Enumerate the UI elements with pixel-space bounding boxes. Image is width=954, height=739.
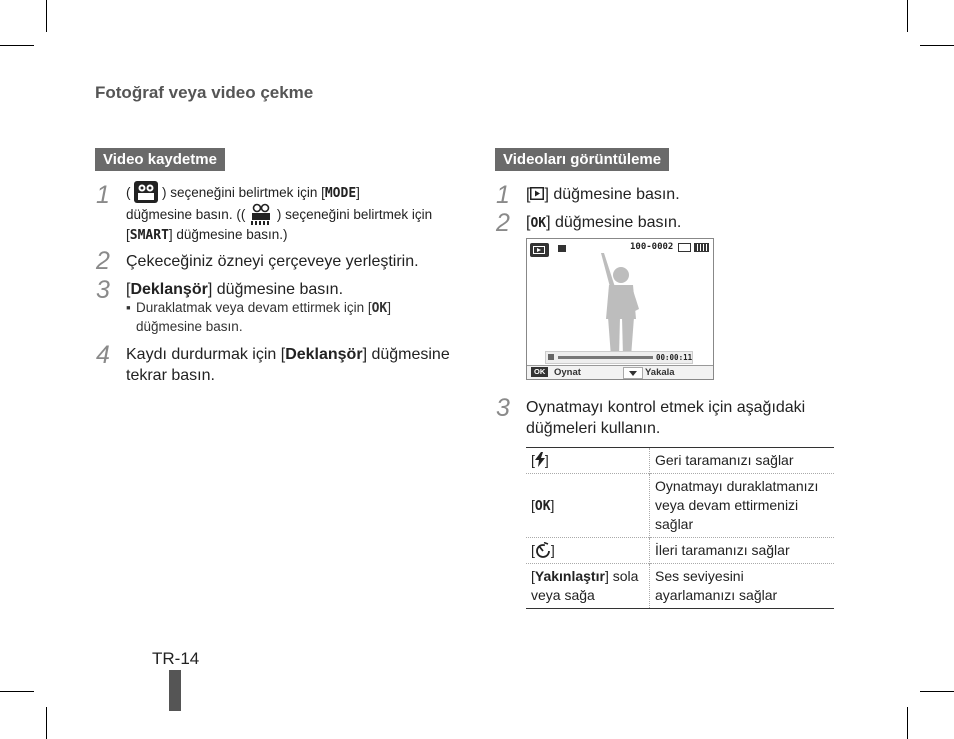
progress-bar [558,356,653,359]
memory-card-icon [678,243,691,252]
step-2-text: Çekeceğiniz özneyi çerçeveye yerleştirin. [126,253,419,270]
playback-time: 00:00:11 [656,353,693,362]
play-mode-icon [530,243,549,257]
screen-button-bar [527,365,713,379]
right-step-3-text: Oynatmayı kontrol etmek için aşağıdaki düğmeleri kullanın. [526,399,806,437]
page-tab-marker [169,670,181,711]
step-number: 1 [496,181,510,209]
step-3-text: [Deklanşör] düğmesine basın. [126,281,344,298]
crop-mark [46,707,47,739]
progress-panel [545,351,693,364]
movie-icon [558,245,566,252]
timer-icon [535,542,551,558]
video-camera-icon [134,181,158,203]
step-3-bullet: ▪ Duraklatmak veya devam ettirmek için [OK] düğmesine basın. [126,300,391,334]
step-number: 1 [96,181,110,209]
capture-label: Yakala [645,367,675,378]
page-number: TR-14 [152,649,200,668]
step-1-text: ( ) seçeneğini belirtmek için [MODE] düğmesine basın. (( ) seçeneğini belirtmek için [SMART] düğmesine basın.) [126,181,466,245]
crop-mark [0,45,34,46]
step-4-text: Kaydı durdurmak için [Deklanşör] düğmesine tekrar basın. [126,346,450,384]
playback-controls-table [526,447,834,609]
crop-mark [0,691,34,692]
person-silhouette-icon [591,253,651,363]
section-title-video-view: Videoları görüntüleme [495,148,669,171]
table-row: [OK] Oynatmayı duraklatmanızı veya devam ettirmenizi sağlar [526,474,834,538]
table-row: [Yakınlaştır] sola veya sağa Ses seviyesini ayarlamanızı sağlar [526,564,834,609]
section-title-video-record: Video kaydetme [95,148,225,171]
crop-mark [920,45,954,46]
page-header-title: Fotoğraf veya video çekme [95,83,314,102]
battery-icon [694,243,709,252]
flash-icon [535,452,545,468]
step-number: 3 [96,276,110,304]
right-step-2-text: [OK] düğmesine basın. [526,214,682,231]
table-row: [ ] İleri taramanızı sağlar [526,538,834,564]
down-arrow-icon [623,367,643,379]
step-number: 2 [496,209,510,237]
smart-movie-icon [249,203,273,225]
play-label: Oynat [554,367,581,378]
crop-mark [46,0,47,32]
step-number: 4 [96,341,110,369]
table-row: [ ] Geri taramanızı sağlar [526,448,834,474]
file-counter: 100-0002 [630,242,674,252]
playback-icon [530,186,544,203]
crop-mark [907,707,908,739]
stop-icon [548,354,554,360]
crop-mark [920,691,954,692]
right-step-1-text: [ ] düğmesine basın. [526,186,680,203]
crop-mark [907,0,908,32]
step-number: 2 [96,247,110,275]
camera-playback-screen [526,238,714,380]
ok-key-label: OK [531,367,548,377]
step-number: 3 [496,394,510,422]
